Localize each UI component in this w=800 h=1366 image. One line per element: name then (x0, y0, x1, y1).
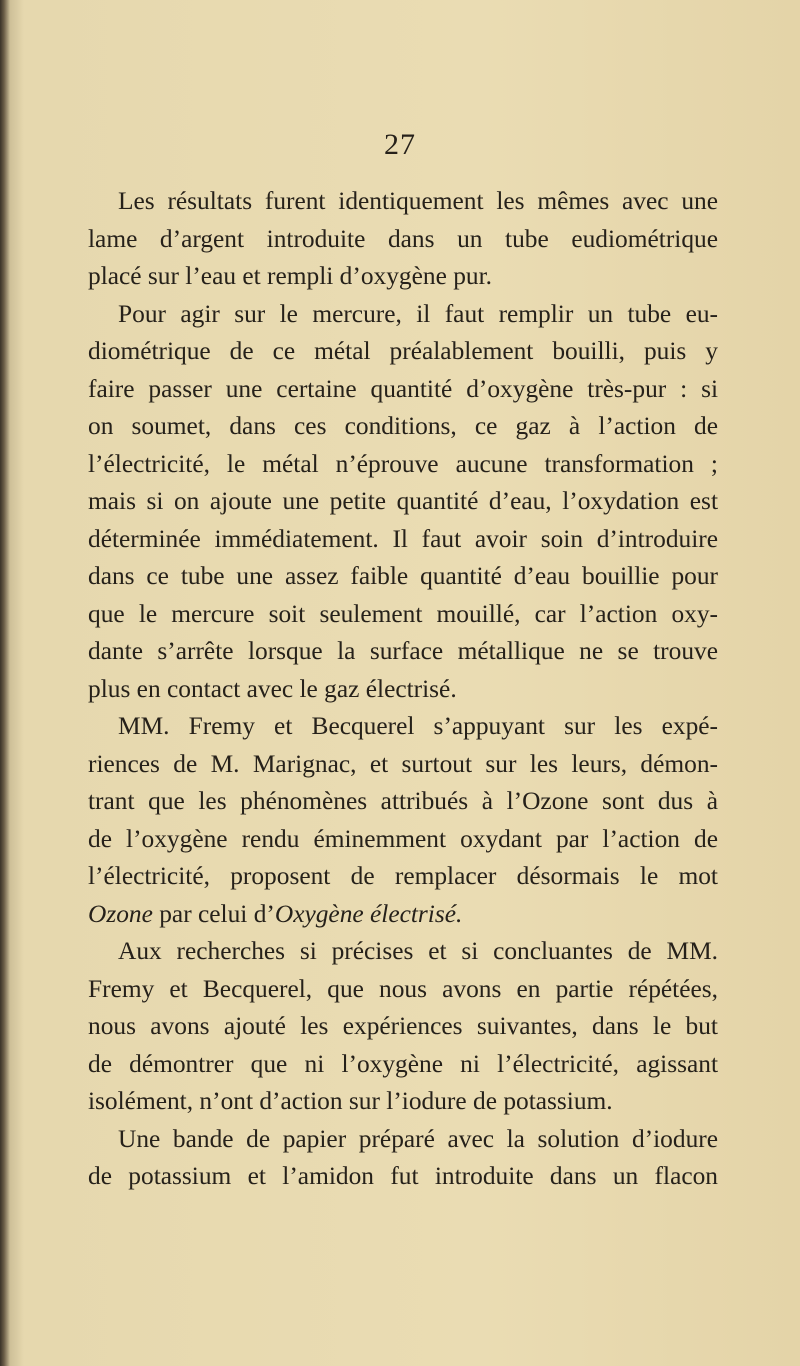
paragraph (88, 183, 718, 296)
text-line: de démontrer que ni l’oxygène ni l’électricité, agissant (88, 1049, 718, 1078)
text-line: Fremy et Becquerel, que nous avons en partie répétées, (88, 974, 718, 1003)
paragraph (88, 1121, 718, 1196)
text-line: dante s’arrête lorsque la surface métallique ne se trouve (88, 637, 718, 665)
text-line: MM. Fremy et Becquerel s’appuyant sur les expé- (118, 712, 718, 740)
text-line: Pour agir sur le mercure, il faut remplir un tube eu- (118, 299, 718, 328)
text-line: l’électricité, le métal n’éprouve aucune transformation ; (88, 449, 718, 478)
text-run: par celui d’ (152, 899, 275, 928)
text-line: mais si on ajoute une petite quantité d’eau, l’oxydation est (88, 487, 718, 515)
text-line: faire passer une certaine quantité d’oxygène très-pur : si (88, 374, 718, 403)
text-line: Une bande de papier préparé avec la solution d’iodure (118, 1124, 718, 1153)
text-line: nous avons ajouté les expériences suivantes, dans le but (88, 1012, 718, 1040)
paragraph (88, 296, 718, 709)
body-text (88, 183, 718, 1196)
text-line: de potassium et l’amidon fut introduite dans un flacon (88, 1162, 718, 1190)
paragraph (88, 708, 718, 933)
text-line: on soumet, dans ces conditions, ce gaz à l’action de (88, 412, 718, 440)
text-line: que le mercure soit seulement mouillé, car l’action oxy- (88, 599, 718, 628)
italic-term: Ozone (88, 899, 153, 928)
italic-term: Oxygène électrisé. (274, 899, 463, 928)
text-line: Aux recherches si précises et si concluantes de MM. (118, 937, 718, 965)
text-line: Les résultats furent identiquement les mêmes avec une (118, 187, 718, 215)
text-line: de l’oxygène rendu éminemment oxydant par l’action de (88, 824, 718, 853)
text-line: isolément, n’ont d’action sur l’iodure de potassium. (88, 1087, 613, 1115)
text-line: dans ce tube une assez faible quantité d’eau bouillie pour (88, 562, 718, 590)
page-number: 27 (384, 128, 416, 161)
text-line: trant que les phénomènes attribués à l’Ozone sont dus à (88, 787, 718, 815)
text-line (88, 896, 718, 934)
text-line: déterminée immédiatement. Il faut avoir soin d’introduire (88, 524, 718, 553)
paragraph (88, 933, 718, 1121)
text-line: placé sur l’eau et rempli d’oxygène pur. (88, 262, 492, 290)
text-line: l’électricité, proposent de remplacer désormais le mot (88, 862, 718, 890)
text-line: lame d’argent introduite dans un tube eudiométrique (88, 224, 718, 253)
text-line: diométrique de ce métal préalablement bouilli, puis y (88, 337, 718, 365)
text-line: plus en contact avec le gaz électrisé. (88, 674, 457, 703)
text-line: riences de M. Marignac, et surtout sur les leurs, démon- (88, 749, 718, 778)
